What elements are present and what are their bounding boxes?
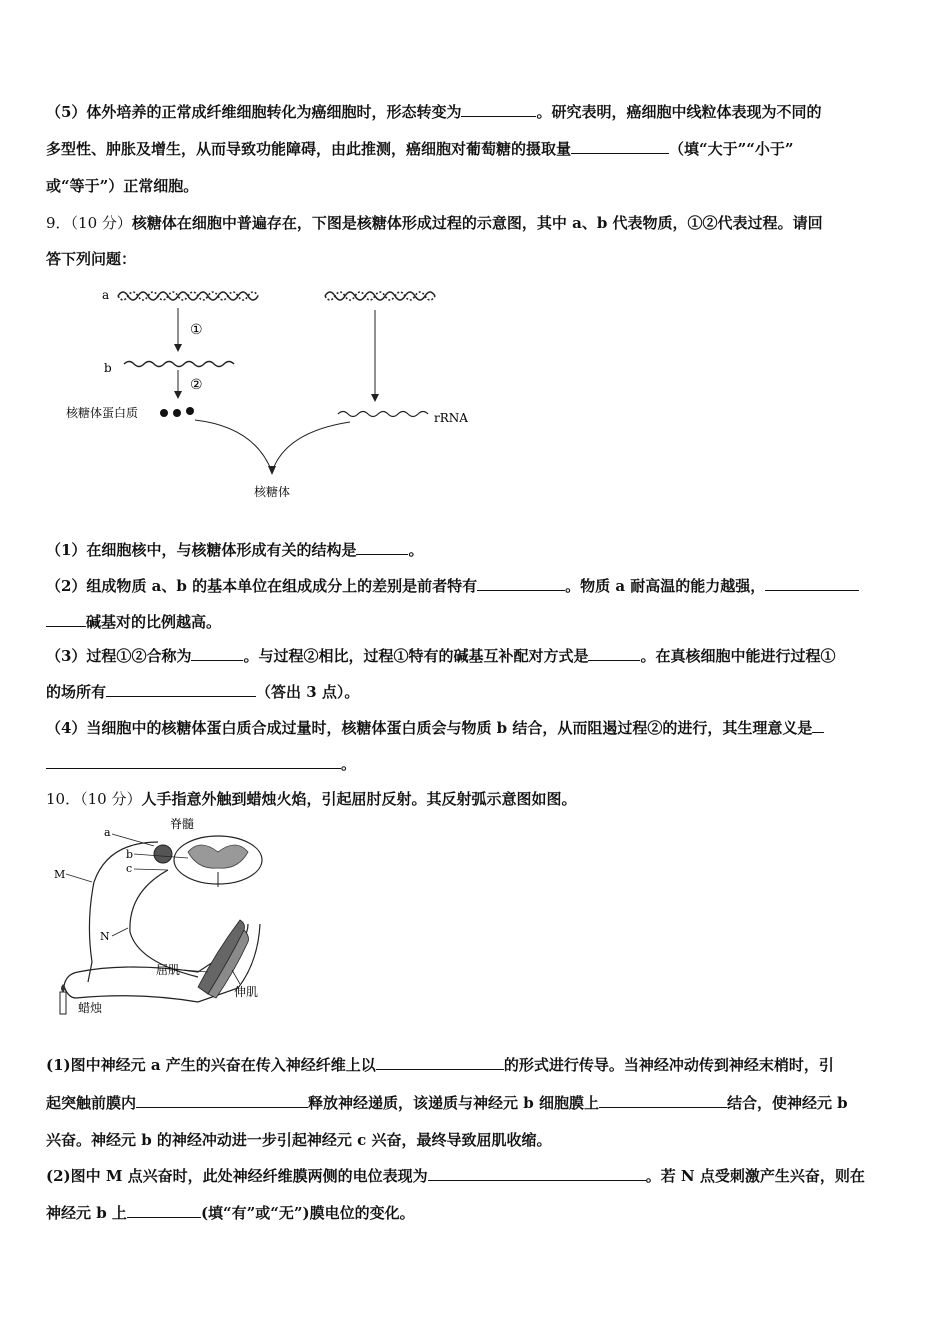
- q9-text: 。在真核细胞中能进行过程①: [640, 647, 836, 665]
- question-score: （10 分）: [80, 790, 142, 808]
- answer-blank[interactable]: [599, 1093, 727, 1108]
- answer-blank[interactable]: [765, 576, 859, 591]
- arrow-ribosome-head: [268, 466, 276, 475]
- q9-text: 的场所有: [46, 683, 107, 701]
- label-M: M: [54, 868, 66, 881]
- q9-text: 。: [408, 541, 424, 559]
- question-number: 9．: [46, 214, 71, 232]
- q9-p3-line2: [46, 682, 906, 702]
- answer-blank[interactable]: [191, 646, 243, 661]
- answer-blank[interactable]: [356, 540, 408, 555]
- q9-p2-line1: [46, 576, 906, 596]
- answer-blank[interactable]: [812, 718, 824, 733]
- q10-text: 兴奋。神经元 b 的神经冲动进一步引起神经元 c 兴奋，最终导致屈肌收缩。: [46, 1131, 552, 1149]
- q10-p2-line2: [46, 1203, 906, 1223]
- question-score: （10 分）: [70, 214, 132, 232]
- q10-p1-line2: [46, 1093, 906, 1113]
- q10-text: 。若 N 点受刺激产生兴奋，则在: [645, 1167, 865, 1185]
- q10-text: 的形式进行传导。当神经冲动传到神经末梢时，引: [503, 1056, 834, 1074]
- label-b: b: [126, 848, 134, 861]
- label-b: b: [104, 361, 112, 375]
- answer-blank[interactable]: [461, 102, 536, 117]
- q9-text: （4）当细胞中的核糖体蛋白质合成过量时，核糖体蛋白质会与物质 b 结合，从而阻遏过程②的进行，其生理意义是: [46, 719, 813, 737]
- q9-stem-line1: [46, 213, 906, 233]
- answer-blank[interactable]: [136, 1093, 308, 1108]
- arrow-step1-head: [174, 344, 182, 352]
- q10-stem: [46, 789, 906, 809]
- protein-dot: [186, 407, 194, 415]
- protein-dot: [160, 409, 168, 417]
- q8-part5-line3: [46, 176, 906, 196]
- q10-text: (填“有”或“无”)膜电位的变化。: [200, 1204, 415, 1222]
- label-a: a: [102, 288, 110, 302]
- answer-blank[interactable]: [127, 1203, 201, 1218]
- answer-blank[interactable]: [46, 754, 341, 769]
- arrow-rrna-head: [371, 394, 379, 402]
- q9-p2-line2: [46, 612, 906, 632]
- q9-stem-line2: [46, 249, 906, 269]
- rrna-strand: [338, 412, 428, 417]
- dna-a-helix: [118, 292, 258, 300]
- dorsal-root-ganglion: [154, 845, 172, 863]
- label-ribosomal-protein: 核糖体蛋白质: [66, 406, 139, 420]
- arrow-step2-head: [174, 391, 182, 399]
- q10-p2-line1: [46, 1166, 906, 1186]
- efferent-nerve-path: [130, 870, 198, 977]
- q8-text: 。研究表明，癌细胞中线粒体表现为不同的: [536, 103, 822, 121]
- q10-stem-text: 人手指意外触到蜡烛火焰，引起屈肘反射。其反射弧示意图如图。: [141, 790, 577, 808]
- q9-p1: [46, 540, 906, 560]
- label-spinal-cord: 脊髓: [170, 817, 195, 831]
- q9-text: 碱基对的比例越高。: [86, 613, 222, 631]
- q10-text: 神经元 b 上: [46, 1204, 127, 1222]
- q8-part5-line1: [46, 102, 906, 122]
- label-step2: ②: [190, 377, 203, 393]
- q8-part5-line2: [46, 139, 906, 159]
- arc-left: [195, 420, 272, 472]
- q9-text: 。: [341, 755, 357, 773]
- answer-blank[interactable]: [477, 576, 565, 591]
- answer-blank[interactable]: [376, 1055, 504, 1070]
- q9-text: 。物质 a 耐高温的能力越强，: [565, 577, 766, 595]
- answer-blank[interactable]: [46, 612, 86, 627]
- protein-dot: [173, 409, 181, 417]
- q9-text: 。与过程②相比，过程①特有的碱基互补配对方式是: [243, 647, 589, 665]
- label-extensor: 伸肌: [234, 985, 259, 999]
- reflex-arc-diagram: [48, 812, 278, 1027]
- q9-text: （答出 3 点）。: [256, 683, 360, 701]
- mrna-b: [124, 362, 234, 367]
- label-N: N: [100, 930, 110, 943]
- answer-blank[interactable]: [571, 139, 669, 154]
- label-ribosome: 核糖体: [254, 485, 291, 499]
- q10-text: 结合，使神经元 b: [726, 1094, 848, 1112]
- q10-text: 起突触前膜内: [46, 1094, 137, 1112]
- q8-text: 多型性、肿胀及增生，从而导致功能障碍，由此推测，癌细胞对葡萄糖的摄取量: [46, 140, 572, 158]
- arc-right: [272, 422, 350, 472]
- q9-stem: 答下列问题：: [46, 250, 137, 268]
- question-number: 10．: [46, 790, 81, 808]
- ribosome-diagram: [60, 282, 480, 507]
- q10-text: 释放神经递质，该递质与神经元 b 细胞膜上: [308, 1094, 599, 1112]
- dna-right-helix: [325, 292, 435, 300]
- q9-p3-line1: [46, 646, 906, 666]
- q10-text: (1)图中神经元 a 产生的兴奋在传入神经纤维上以: [46, 1056, 376, 1074]
- afferent-nerve-path: [88, 842, 158, 982]
- q9-p4-line2: [46, 754, 906, 774]
- label-rrna: rRNA: [434, 411, 468, 425]
- q10-text: (2)图中 M 点兴奋时，此处神经纤维膜两侧的电位表现为: [46, 1167, 428, 1185]
- q9-stem: 核糖体在细胞中普遍存在，下图是核糖体形成过程的示意图，其中 a、b 代表物质，①②代表过程。请回: [131, 214, 823, 232]
- answer-blank[interactable]: [106, 682, 256, 697]
- q8-text: （5）体外培养的正常成纤维细胞转化为癌细胞时，形态转变为: [46, 103, 462, 121]
- answer-blank[interactable]: [428, 1166, 646, 1181]
- label-a: a: [104, 826, 111, 839]
- label-candle: 蜡烛: [78, 1001, 103, 1015]
- q9-p4-line1: [46, 718, 906, 738]
- q10-p1-line1: [46, 1055, 906, 1075]
- q9-text: （3）过程①②合称为: [46, 647, 192, 665]
- q9-text: （1）在细胞核中，与核糖体形成有关的结构是: [46, 541, 357, 559]
- q8-text: （填“大于”“小于”: [669, 140, 794, 158]
- answer-blank[interactable]: [588, 646, 640, 661]
- q8-text: 或“等于”）正常细胞。: [46, 177, 199, 195]
- label-step1: ①: [190, 322, 203, 338]
- q9-text: （2）组成物质 a、b 的基本单位在组成成分上的差别是前者特有: [46, 577, 478, 595]
- label-flexor: 屈肌: [156, 963, 181, 977]
- candle-icon: [60, 992, 66, 1014]
- q10-p1-line3: [46, 1130, 906, 1150]
- label-c: c: [126, 862, 133, 875]
